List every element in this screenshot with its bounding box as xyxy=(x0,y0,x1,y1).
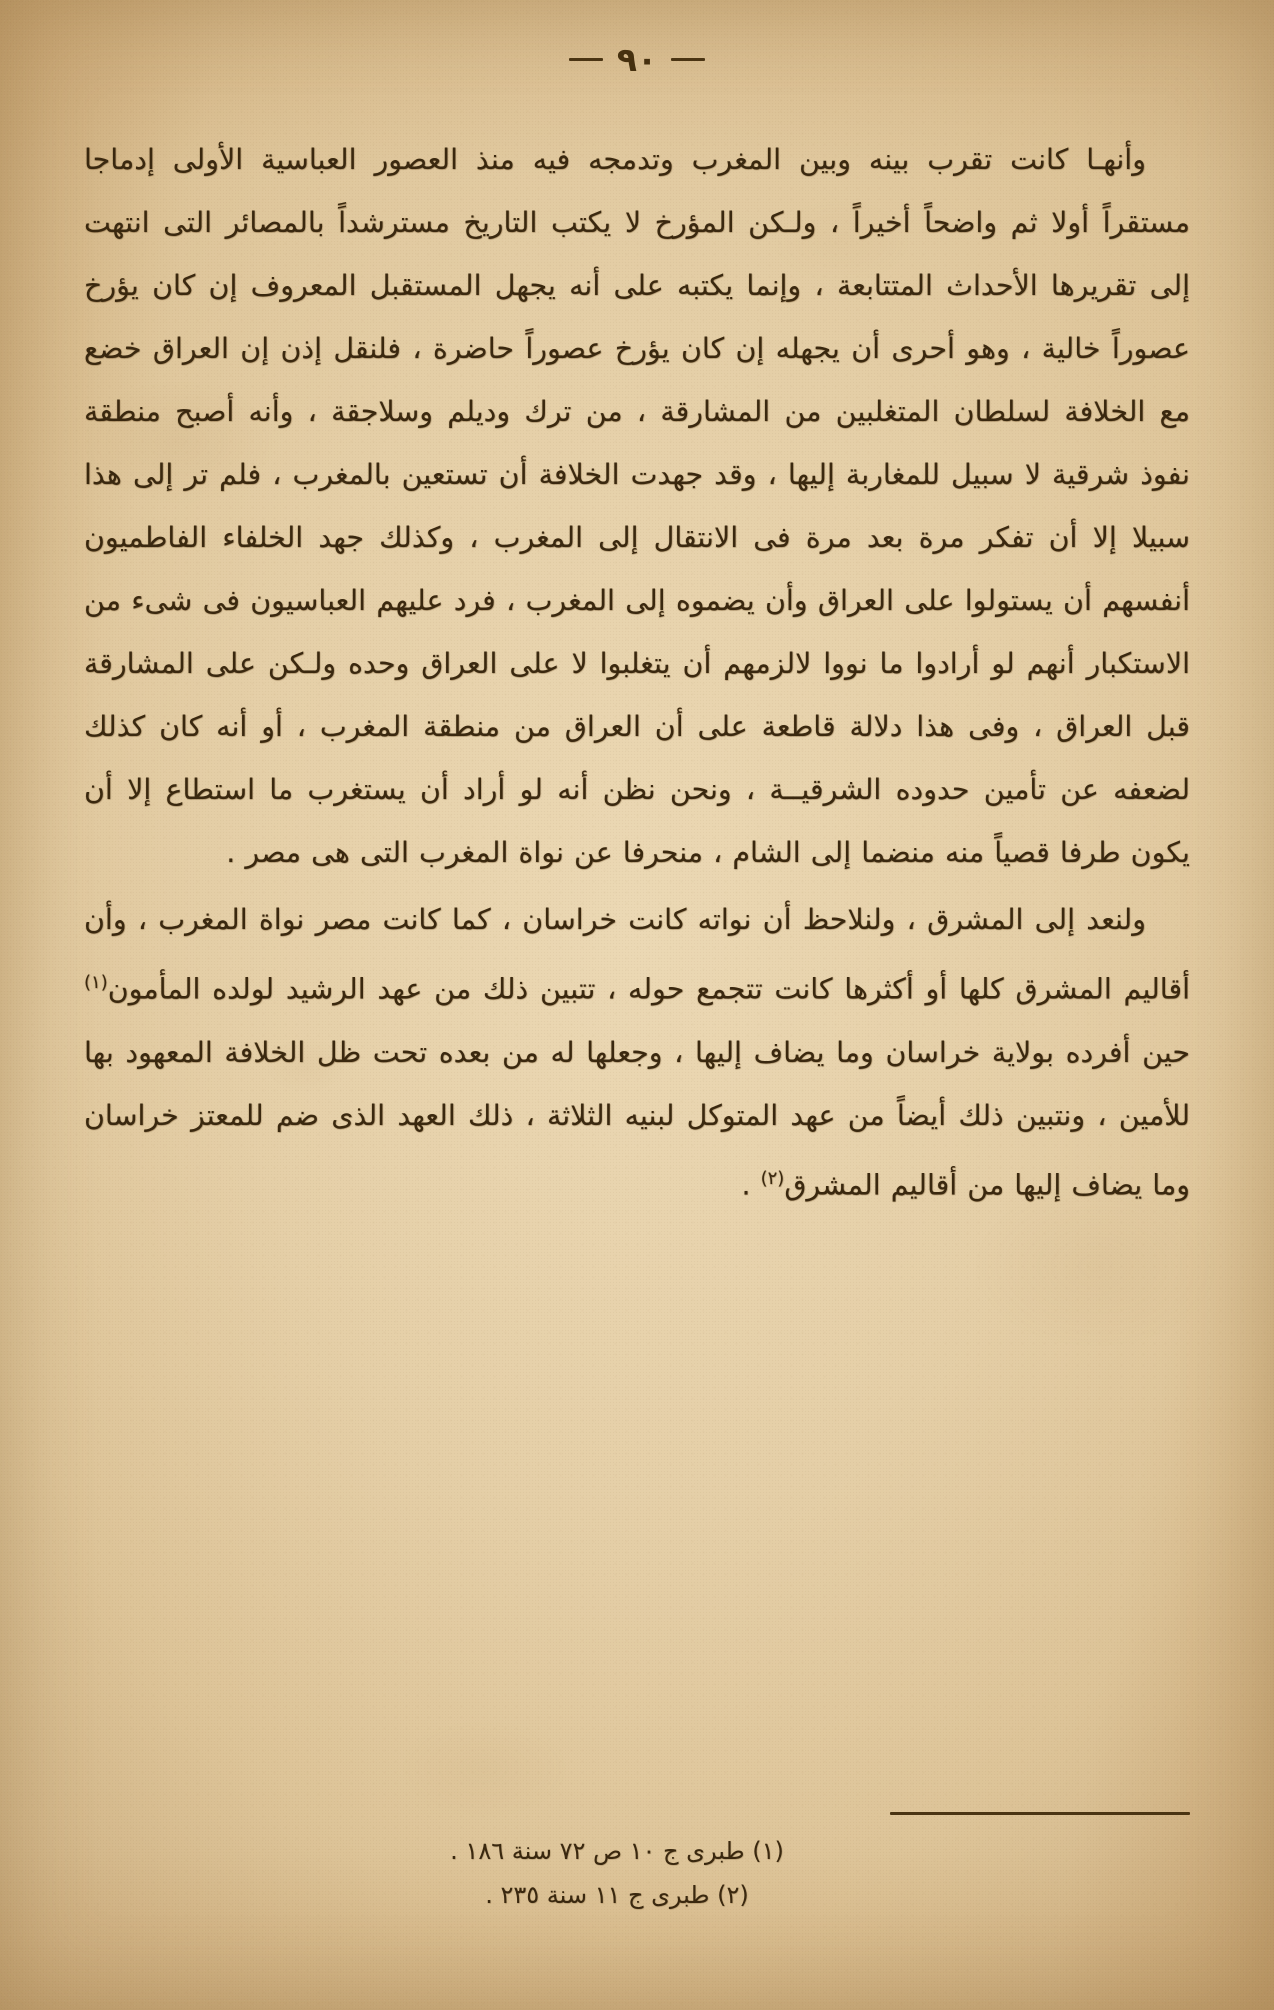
paragraph-2-segment-2: حين أفرده بولاية خراسان وما يضاف إليها ، وجعلها له من بعده تحت ظل الخلافة المعهود بها للأمين ، ونتبين ذلك أيضاً من عهد المتوكل لبنيه الثلاثة ، ذلك العهد الذى ضم للمعتز خراسان وما يضاف إليها من أقاليم المشرق xyxy=(84,1035,1190,1201)
page-header xyxy=(0,40,1274,79)
footnote-marker-1: (١) xyxy=(752,1837,784,1865)
footnote-item-1 xyxy=(84,1829,1190,1873)
footnote-separator-rule xyxy=(890,1812,1190,1815)
footnote-reference-2[interactable]: (٢) xyxy=(760,1167,785,1189)
footnote-marker-2: (٢) xyxy=(717,1881,749,1909)
footnote-text-1: طبرى ج ١٠ ص ٧٢ سنة ١٨٦ . xyxy=(450,1837,745,1865)
body-text-block xyxy=(84,128,1190,1220)
page-number: ٩٠ xyxy=(616,40,658,79)
footnote-reference-1[interactable]: (١) xyxy=(84,972,108,993)
paragraph-2-segment-3: . xyxy=(741,1168,751,1201)
paragraph-2 xyxy=(84,888,1190,1216)
paragraph-1: وأنهـا كانت تقرب بينه وبين المغرب وتدمجه فيه منذ العصور العباسية الأولى إدماجا مستقراً أولا ثم واضحاً أخيراً ، ولـكن المؤرخ لا يكتب التاريخ مسترشداً بالمصائر التى انتهت إلى تقريرها الأحداث المتتابعة ، وإنما يكتبه على أنه يجهل المستقبل المعروف إن كان يؤرخ عصوراً خالية ، وهو أحرى أن يجهله إن كان يؤرخ عصوراً حاضرة ، فلنقل إذن إن العراق خضع مع الخلافة لسلطان المتغلبين من المشارقة ، من ترك وديلم وسلاجقة ، وأنه أصبح منطقة نفوذ شرقية لا سبيل للمغاربة إليها ، وقد جهدت الخلافة أن تستعين بالمغرب ، فلم تر إلى هذا سبيلا إلا أن تفكر مرة بعد مرة فى الانتقال إلى المغرب ، وكذلك جهد الخلفاء الفاطميون أنفسهم أن يستولوا على العراق وأن يضموه إلى المغرب ، فرد عليهم العباسيون فى شىء من الاستكبار أنهم لو أرادوا ما نووا لالزمهم أن يتغلبوا لا على العراق وحده ولـكن على المشارقة قبل العراق ، وفى هذا دلالة قاطعة على أن العراق من منطقة المغرب ، أو أنه كان كذلك لضعفه عن تأمين حدوده الشرقيــة ، ونحن نظن أنه لو أراد أن يستغرب ما استطاع إلا أن يكون طرفا قصياً منه منضما إلى الشام ، منحرفا عن نواة المغرب التى هى مصر . xyxy=(84,143,1190,869)
header-dash-right xyxy=(569,58,603,61)
header-dash-left xyxy=(671,58,705,61)
footnote-block xyxy=(84,1812,1190,1917)
footnote-text-2: طبرى ج ١١ سنة ٢٣٥ . xyxy=(485,1881,710,1909)
paragraph-2-segment-1: ولنعد إلى المشرق ، ولنلاحظ أن نواته كانت خراسان ، كما كانت مصر نواة المغرب ، وأن أقاليم المشرق كلها أو أكثرها كانت تتجمع حوله ، تتبين ذلك من عهد الرشيد لولده المأمون xyxy=(84,903,1190,1006)
footnote-item-2 xyxy=(84,1873,1190,1917)
